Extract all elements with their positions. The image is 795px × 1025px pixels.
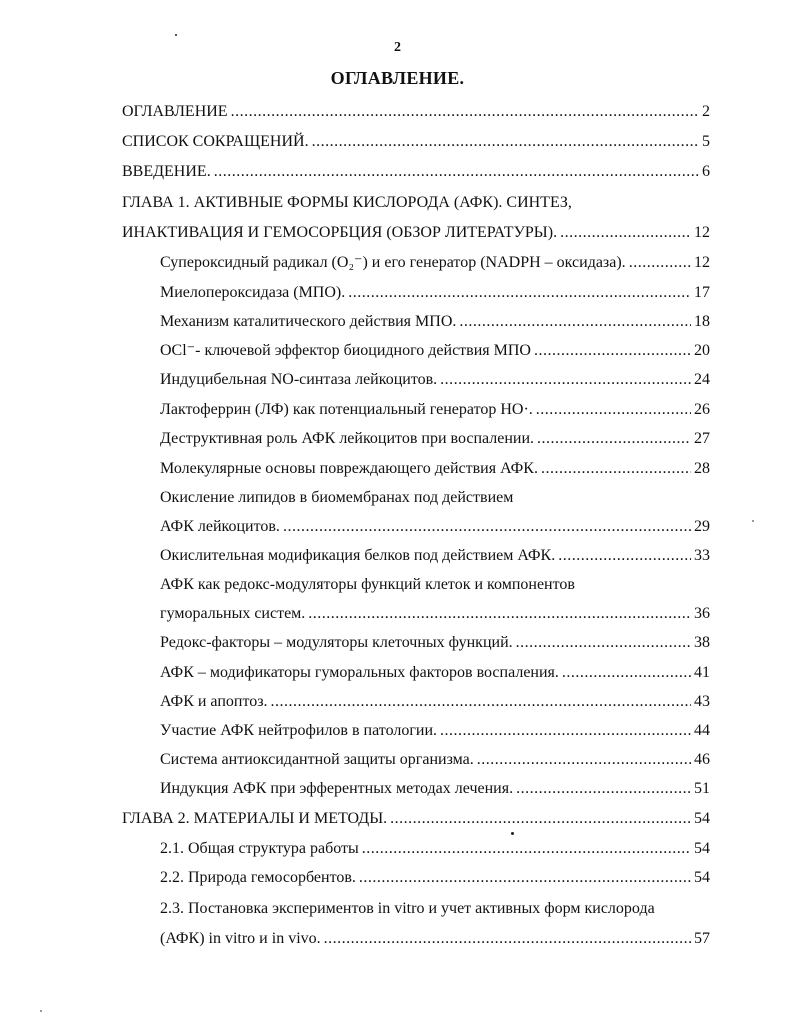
leader-dots [477,746,691,774]
leader-dots [459,308,691,336]
leader-dots [324,925,691,953]
toc-entry-continuation [0,189,795,217]
toc-entry [0,455,795,483]
leader-dots [308,600,691,628]
toc-entry-page: 12 [694,224,710,241]
leader-dots [516,629,691,657]
toc-entry-continuation [0,895,795,923]
toc-entry [0,366,795,394]
toc-entry-page: 54 [694,869,710,886]
toc-entry-title: Окислительная модификация белков под действием АФК. [160,547,556,564]
toc-entry-title-line1: 2.3. Постановка экспериментов in vitro и учет активных форм кислорода [160,900,655,917]
leader-dots [558,542,691,570]
toc-entry-page: 54 [694,810,710,827]
toc-entry [0,835,795,863]
leader-dots [283,513,691,541]
leader-dots [348,279,691,307]
toc-entry-page: 29 [694,518,710,535]
leader-dots [562,659,691,687]
toc-entry-title: ВВЕДЕНИЕ. [122,163,211,180]
toc-entry-title: ГЛАВА 2. МАТЕРИАЛЫ И МЕТОДЫ. [122,810,388,827]
toc-entry-title: Супероксидный радикал (O₂⁻) и его генератор (NADPH – оксидаза). [160,254,626,271]
toc-entry [0,805,795,833]
toc-entry-title: (АФК) in vitro и in vivo. [160,930,321,947]
toc-entry [0,337,795,365]
toc-entry-title: Редокс-факторы – модуляторы клеточных функций. [160,634,513,651]
toc-entry-page: 54 [694,840,710,857]
leader-dots [536,396,691,424]
toc-entry-title-line1: АФК как редокс-модуляторы функций клеток и компонентов [160,576,575,593]
toc-entry-page: 12 [694,254,710,271]
leader-dots [440,717,691,745]
toc-entry [0,775,795,803]
toc-entry [0,308,795,336]
toc-entry-page: 5 [702,133,710,150]
page-number: 2 [394,40,401,55]
toc-entry [0,717,795,745]
toc-entry-page: 51 [694,780,710,797]
toc-entry [0,425,795,453]
toc-entry-title: OCl⁻- ключевой эффектор биоцидного действия МПО [160,342,531,359]
toc-entry-page: 27 [694,430,710,447]
toc-entry-page: 24 [694,371,710,388]
scan-speck [511,832,514,835]
leader-dots [362,835,691,863]
toc-entry-page: 38 [694,634,710,651]
scan-speck [175,34,177,36]
toc-entry [0,659,795,687]
leader-dots [541,455,691,483]
leader-dots [629,249,691,277]
toc-entry-title: ИНАКТИВАЦИЯ И ГЕМОСОРБЦИЯ (ОБЗОР ЛИТЕРАТУРЫ). [122,224,558,241]
toc-entry-page: 18 [694,313,710,330]
toc-entry [0,249,795,277]
toc-entry-title: ОГЛАВЛЕНИЕ [122,103,228,120]
toc-entry-title: Миелопероксидаза (МПО). [160,284,346,301]
toc-entry-title: 2.1. Общая структура работы [160,840,359,857]
scan-speck [752,520,754,522]
leader-dots [560,219,691,247]
toc-entry-title: гуморальных систем. [160,605,306,622]
toc-entry-page: 26 [694,401,710,418]
toc-entry-title: Деструктивная роль АФК лейкоцитов при воспалении. [160,430,535,447]
leader-dots [271,688,691,716]
toc-entry-page: 17 [694,284,710,301]
toc-entry-continuation [0,571,795,599]
leader-dots [537,425,691,453]
toc-entry [0,158,795,186]
toc-entry-title: АФК лейкоцитов. [160,518,280,535]
leader-dots [214,158,699,186]
toc-entry-title: Лактоферрин (ЛФ) как потенциальный генератор HO·. [160,401,533,418]
toc-entry-title-line1: Окисление липидов в биомембранах под действием [160,489,514,506]
leader-dots [359,864,691,892]
toc-entry-page: 36 [694,605,710,622]
toc-entry [0,925,795,953]
leader-dots [516,775,691,803]
toc-entry-page: 57 [694,930,710,947]
toc-entry-title: Система антиоксидантной защиты организма. [160,751,474,768]
toc-entry-page: 20 [694,342,710,359]
toc-entry [0,746,795,774]
toc-entry [0,864,795,892]
toc-entry-title: Механизм каталитического действия МПО. [160,313,457,330]
toc-entry-page: 2 [702,103,710,120]
toc-entry-title: Молекулярные основы повреждающего действия АФК. [160,460,538,477]
toc-entry-page: 44 [694,722,710,739]
leader-dots [231,98,699,126]
toc-entry-title: Индукция АФК при эфферентных методах лечения. [160,780,514,797]
toc-entry [0,128,795,156]
toc-entry-title: АФК и апоптоз. [160,693,268,710]
toc-entry-page: 41 [694,664,710,681]
toc-entry [0,396,795,424]
toc-entry-page: 43 [694,693,710,710]
toc-entry [0,542,795,570]
toc-entry [0,600,795,628]
toc-entry-page: 46 [694,751,710,768]
scan-speck [40,1010,42,1012]
toc-entry-continuation [0,484,795,512]
toc-entry [0,688,795,716]
toc-entry-title: АФК – модификаторы гуморальных факторов воспаления. [160,664,559,681]
toc-entry [0,629,795,657]
leader-dots [440,366,691,394]
toc-entry-title-line1: ГЛАВА 1. АКТИВНЫЕ ФОРМЫ КИСЛОРОДА (АФК). СИНТЕЗ, [122,194,572,211]
toc-entry-title: СПИСОК СОКРАЩЕНИЙ. [122,133,309,150]
toc-entry [0,219,795,247]
toc-entry-page: 33 [694,547,710,564]
toc-entry [0,513,795,541]
leader-dots [534,337,691,365]
toc-entry [0,98,795,126]
toc-entry-title: Участие АФК нейтрофилов в патологии. [160,722,438,739]
toc-entry [0,279,795,307]
toc-entry-page: 28 [694,460,710,477]
leader-dots [312,128,699,156]
toc-heading: ОГЛАВЛЕНИЕ. [330,68,465,88]
leader-dots [390,805,691,833]
toc-entry-page: 6 [702,163,710,180]
toc-entry-title: Индуцибельная NO-синтаза лейкоцитов. [160,371,438,388]
toc-entry-title: 2.2. Природа гемосорбентов. [160,869,356,886]
